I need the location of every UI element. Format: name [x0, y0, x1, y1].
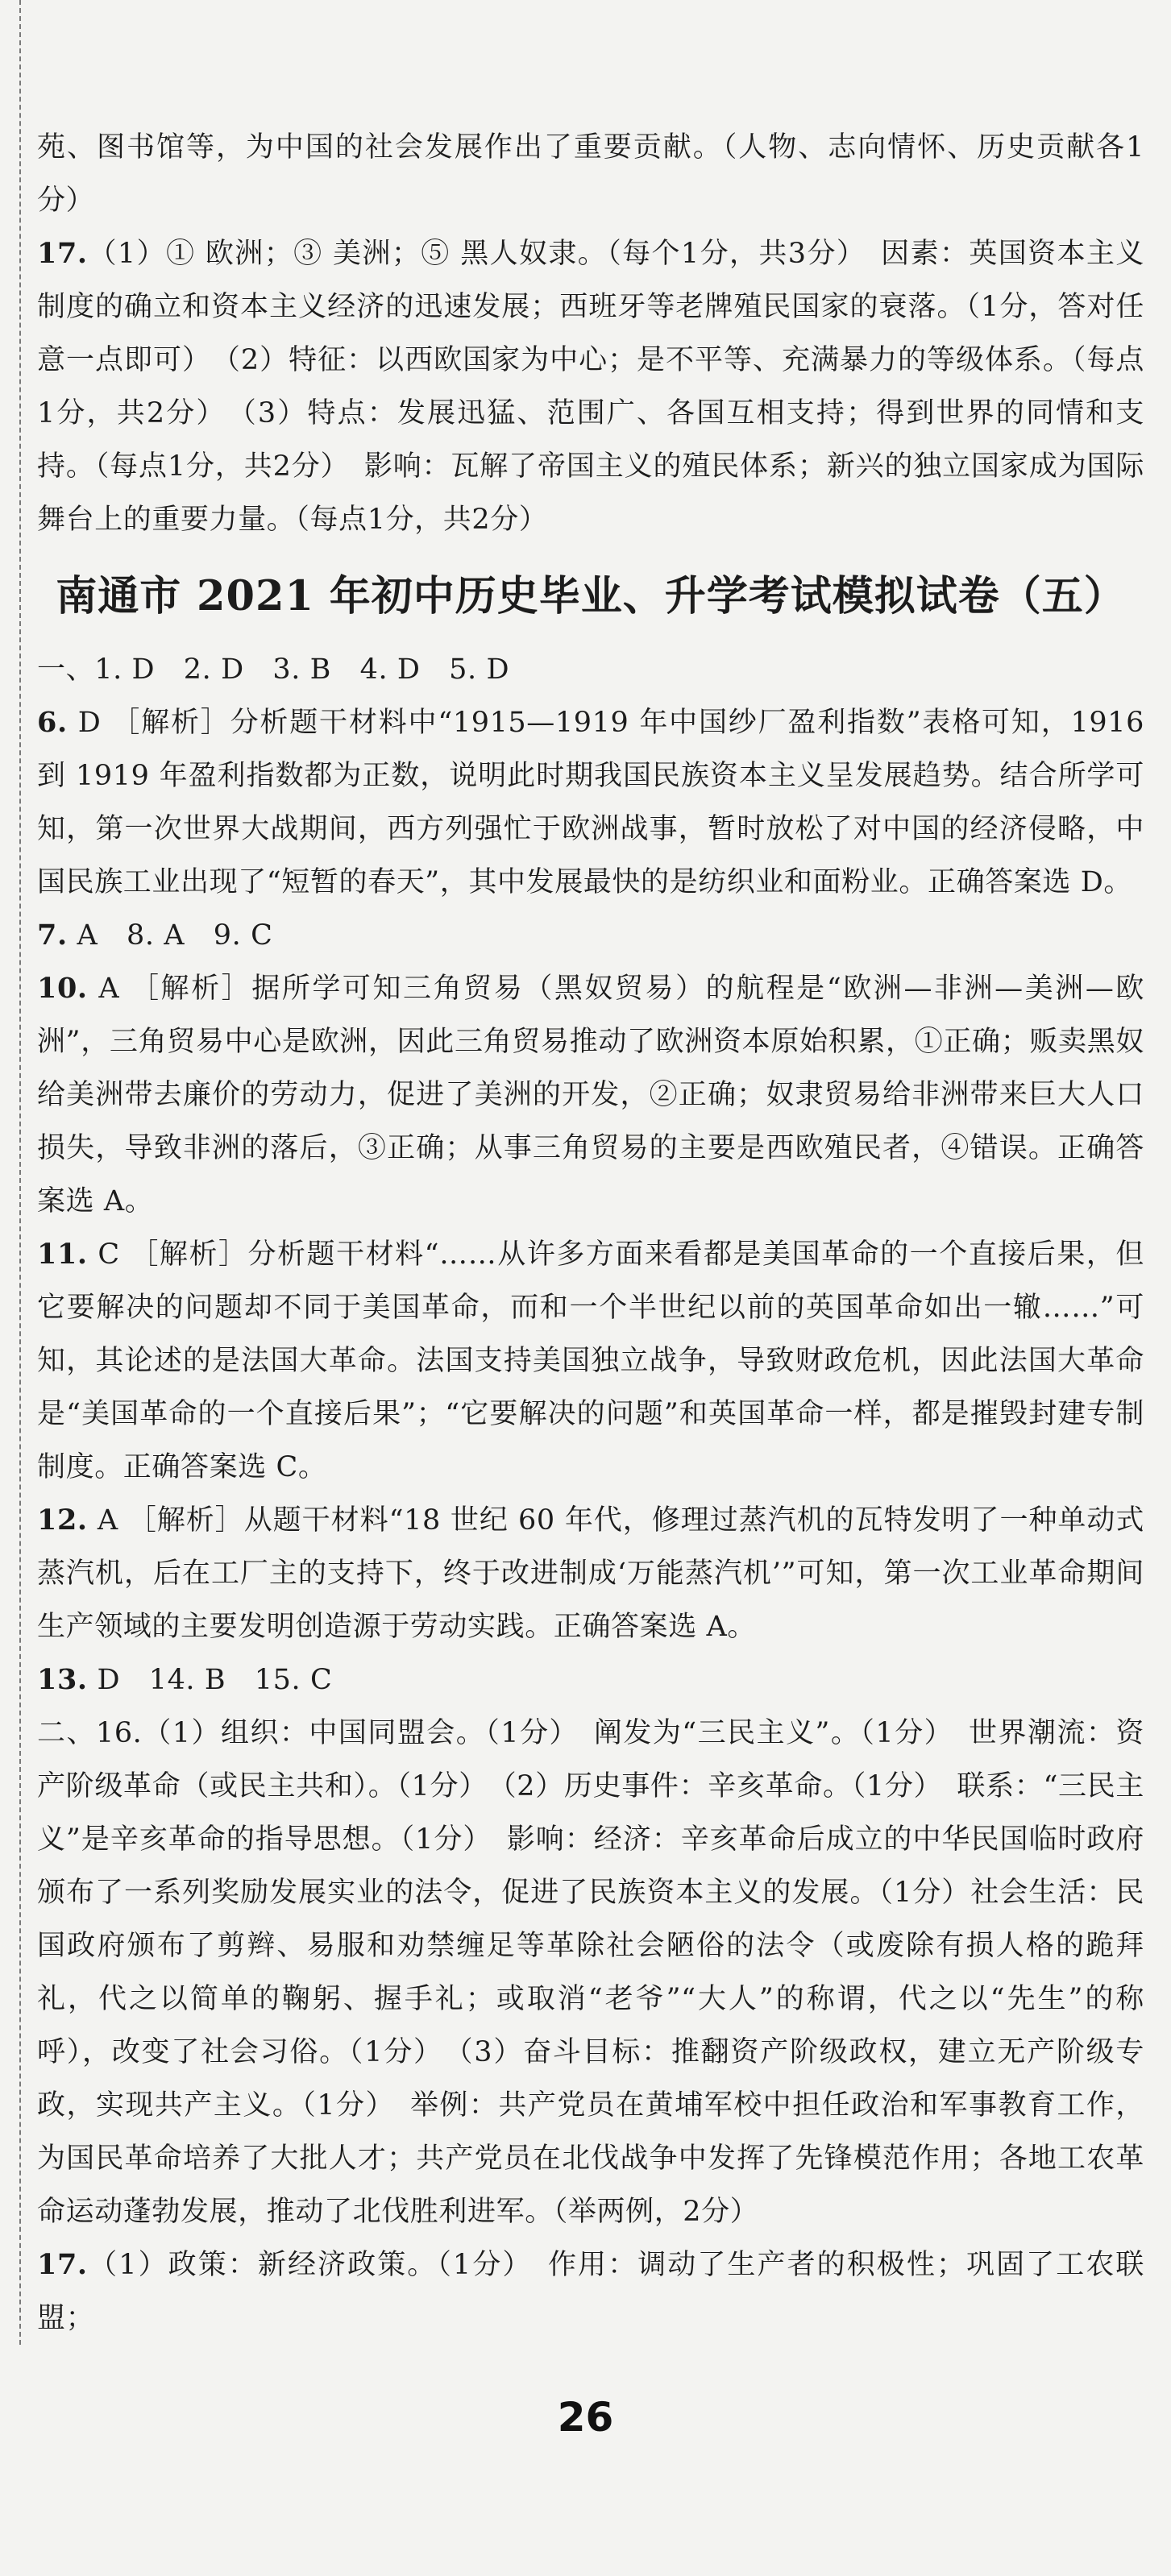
binding-margin-rule: [19, 0, 21, 2345]
page-number: 26: [557, 2394, 614, 2441]
section-heading: 南通市 2021 年初中历史毕业、升学考试模拟试卷（五）: [56, 572, 1126, 620]
answer-13-15: [37, 1653, 1144, 1707]
answer-text: A 8. A 9. C: [77, 919, 273, 952]
answer-7-9: [37, 909, 1144, 962]
answer-16: [37, 1707, 1144, 2238]
answer-text: D 14. B 15. C: [97, 1664, 333, 1696]
question-number: 12.: [37, 1504, 88, 1537]
answer-text: C ［解析］分析题干材料“……从许多方面来看都是美国革命的一个直接后果，但它要解决的问题却不同于美国革命，而和一个半世纪以前的英国革命如出一辙……”可知，其论述的是法国大革命。法国支持美国独立战争，导致财政危机，因此法国大革命是“美国革命的一个直接后果”；“它要解决的问题”和英国革命一样，都是摧毁封建专制制度。正确答案选 C。: [37, 1238, 1144, 1483]
question-number: 7.: [37, 919, 68, 952]
answer-17: [37, 2238, 1144, 2345]
paragraph-text: 苑、图书馆等，为中国的社会发展作出了重要贡献。（人物、志向情怀、历史贡献各1分）: [37, 131, 1144, 217]
answer-text: 二、16.（1）组织：中国同盟会。（1分） 阐发为“三民主义”。（1分） 世界潮流：资产阶级革命（或民主共和）。（1分） （2）历史事件：辛亥革命。（1分） 联系：“三民主义”是辛亥革命的指导思想。（1分） 影响：经济：辛亥革命后成立的中华民国临时政府颁布了一系列奖励发展实业的法令，促进了民族资本主义的发展。（1分）社会生活：民国政府颁布了剪辫、易服和劝禁缠足等革除社会陋俗的法令（或废除有损人格的跪拜礼，代之以简单的鞠躬、握手礼；或取消“老爷”“大人”的称谓，代之以“先生”的称呼），改变了社会习俗。（1分） （3）奋斗目标：推翻资产阶级政权，建立无产阶级专政，实现共产主义。（1分） 举例：共产党员在黄埔军校中担任政治和军事教育工作，为国民革命培养了大批人才；共产党员在北伐战争中发挥了先锋模范作用；各地工农革命运动蓬勃发展，推动了北伐胜利进军。（举两例，2分）: [37, 1717, 1144, 2228]
answer-choice-1-5: [37, 643, 1144, 696]
answer-11: [37, 1228, 1144, 1494]
page-content: [37, 121, 1144, 2345]
paragraph-continuation: [37, 121, 1144, 227]
question-number: 17.: [37, 237, 88, 270]
answer-12: [37, 1494, 1144, 1653]
answer-17-prev: [37, 227, 1144, 546]
question-number: 10.: [37, 972, 88, 1005]
answer-text: A ［解析］从题干材料“18 世纪 60 年代，修理过蒸汽机的瓦特发明了一种单动式蒸汽机，后在工厂主的支持下，终于改进制成‘万能蒸汽机’”可知，第一次工业革命期间生产领域的主要发明创造源于劳动实践。正确答案选 A。: [37, 1504, 1144, 1643]
question-number: 17.: [37, 2248, 88, 2281]
question-number: 6.: [37, 706, 68, 739]
question-number: 11.: [37, 1238, 88, 1271]
paragraph-text: （1）① 欧洲；③ 美洲；⑤ 黑人奴隶。（每个1分，共3分） 因素：英国资本主义制度的确立和资本主义经济的迅速发展；西班牙等老牌殖民国家的衰落。（1分，答对任意一点即可） （2）特征：以西欧国家为中心；是不平等、充满暴力的等级体系。（每点1分，共2分） （3）特点：发展迅猛、范围广、各国互相支持；得到世界的同情和支持。（每点1分，共2分） 影响：瓦解了帝国主义的殖民体系；新兴的独立国家成为国际舞台上的重要力量。（每点1分，共2分）: [37, 238, 1144, 536]
answer-6: [37, 696, 1144, 909]
answer-10: [37, 962, 1144, 1228]
answer-text: 一、1. D 2. D 3. B 4. D 5. D: [37, 653, 510, 686]
answer-text: A ［解析］据所学可知三角贸易（黑奴贸易）的航程是“欧洲—非洲—美洲—欧洲”，三角贸易中心是欧洲，因此三角贸易推动了欧洲资本原始积累，①正确；贩卖黑奴给美洲带去廉价的劳动力，促进了美洲的开发，②正确；奴隶贸易给非洲带来巨大人口损失，导致非洲的落后，③正确；从事三角贸易的主要是西欧殖民者，④错误。正确答案选 A。: [37, 973, 1144, 1217]
answer-text: D ［解析］分析题干材料中“1915—1919 年中国纱厂盈利指数”表格可知，1916 到 1919 年盈利指数都为正数，说明此时期我国民族资本主义呈发展趋势。结合所学可知，第一次世界大战期间，西方列强忙于欧洲战事，暂时放松了对中国的经济侵略，中国民族工业出现了“短暂的春天”，其中发展最快的是纺织业和面粉业。正确答案选 D。: [37, 707, 1144, 898]
answer-text: （1）政策：新经济政策。（1分） 作用：调动了生产者的积极性；巩固了工农联盟；: [37, 2249, 1144, 2334]
question-number: 13.: [37, 1663, 88, 1696]
